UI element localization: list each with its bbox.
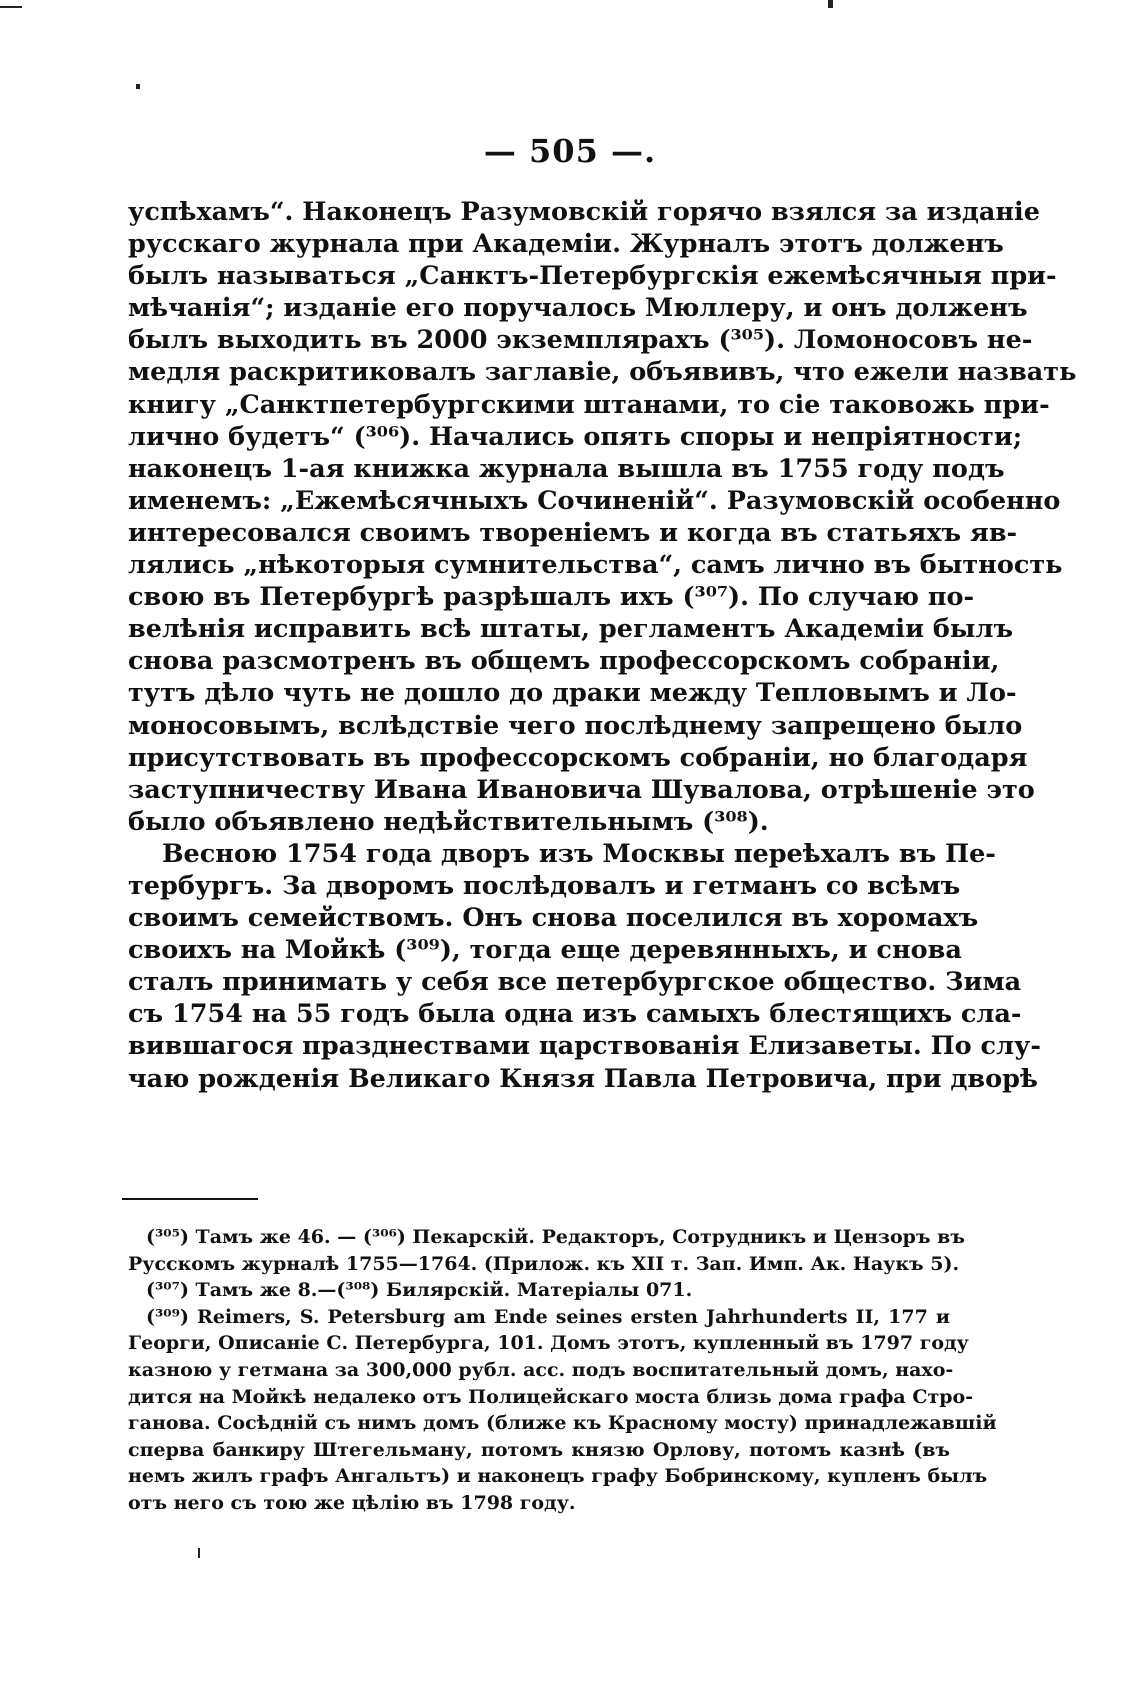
- footnotes: [128, 1224, 997, 1517]
- text-line: сталъ принимать у себя все петербургское общество. Зима: [128, 967, 1022, 998]
- text-line: своихъ на Мойкѣ (³⁰⁹), тогда еще деревянныхъ, и снова: [128, 935, 962, 966]
- footnote-line: Георги, Описаніе С. Петербурга, 101. Домъ этотъ, купленный въ 1797 году: [128, 1332, 969, 1355]
- text-line: свою въ Петербургѣ разрѣшалъ ихъ (³⁰⁷). По случаю по-: [128, 582, 975, 613]
- text-line: интересовался своимъ твореніемъ и когда въ статьяхъ яв-: [128, 517, 1018, 548]
- text-line: лично будетъ“ (³⁰⁶). Начались опять споры и непріятности;: [128, 421, 1023, 452]
- text-line: именемъ: „Ежемѣсячныхъ Сочиненій“. Разумовскій особенно: [128, 485, 1061, 516]
- text-line: книгу „Санктпетербургскими штанами, то сіе таковожь при-: [128, 389, 1050, 420]
- paragraph-end-line: было объявлено недѣйствительнымъ (³⁰⁸).: [128, 806, 769, 837]
- text-line: своимъ семействомъ. Онъ снова поселился въ хоромахъ: [128, 903, 979, 934]
- scan-mark: [198, 1548, 200, 1558]
- footnote-line: казною у гетмана за 300,000 рубл. асс. подъ воспитательный домъ, нахо-: [128, 1358, 954, 1381]
- text-line: медля раскритиковалъ заглавіе, объявивъ, что ежели назвать: [128, 357, 1077, 388]
- footnote-line: (³⁰⁹) Reimers, S. Petersburg am Ende seines ersten Jahrhunderts II, 177 и: [146, 1305, 950, 1328]
- main-text: [128, 196, 1077, 1095]
- text-line: наконецъ 1-ая книжка журнала вышла въ 1755 году подъ: [128, 453, 1005, 484]
- scan-mark: [136, 84, 140, 89]
- footnote-line: немъ жилъ графъ Ангальтъ) и наконецъ графу Бобринскому, купленъ былъ: [128, 1465, 988, 1488]
- text-line: съ 1754 на 55 годъ была одна изъ самыхъ блестящихъ сла-: [128, 999, 1022, 1030]
- text-line: мѣчанія“; изданіе его поручалось Мюллеру, и онъ долженъ: [128, 293, 1028, 324]
- footnote-line: отъ него съ тою же цѣлію въ 1798 году.: [128, 1491, 576, 1514]
- footnote-line: сперва банкиру Штегельману, потомъ князю Орлову, потомъ казнѣ (въ: [128, 1438, 950, 1461]
- text-line: успѣхамъ“. Наконецъ Разумовскій горячо взялся за изданіе: [128, 197, 1040, 227]
- text-line: чаю рожденія Великаго Князя Павла Петровича, при дворѣ: [128, 1063, 1038, 1094]
- text-line: снова разсмотренъ въ общемъ профессорскомъ собраніи,: [128, 646, 1000, 677]
- text-line: вившагося празднествами царствованія Елизаветы. По слу-: [128, 1031, 1041, 1062]
- footnote-separator: [122, 1198, 258, 1200]
- text-line: русскаго журнала при Академіи. Журналъ этотъ долженъ: [128, 229, 1004, 260]
- footnote-line: Русскомъ журналѣ 1755—1764. (Прилож. къ XII т. Зап. Имп. Ак. Наукъ 5).: [128, 1252, 960, 1275]
- footnote-line: ганова. Сосѣдній съ нимъ домъ (ближе къ Красному мосту) принадлежавшій: [128, 1412, 997, 1435]
- text-line: тутъ дѣло чуть не дошло до драки между Тепловымъ и Ло-: [128, 678, 1017, 709]
- footnote-line: дится на Мойкѣ недалеко отъ Полицейскаго моста близь дома графа Стро-: [128, 1385, 974, 1408]
- text-line: тербургъ. За дворомъ послѣдовалъ и гетманъ со всѣмъ: [128, 870, 961, 901]
- text-line: моносовымъ, вслѣдствіе чего послѣднему запрещено было: [128, 710, 1023, 741]
- text-line: велѣнія исправить всѣ штаты, регламентъ Академіи былъ: [128, 614, 1014, 645]
- text-line: заступничеству Ивана Ивановича Шувалова, отрѣшеніе это: [128, 774, 1035, 805]
- text-line: былъ называться „Санктъ-Петербургскія ежемѣсячныя при-: [128, 261, 1057, 292]
- footnote-line: (³⁰⁵) Тамъ же 46. — (³⁰⁶) Пекарскій. Редакторъ, Сотрудникъ и Цензоръ въ: [146, 1226, 965, 1248]
- text-line: лялись „нѣкоторыя сумнительства“, самъ лично въ бытность: [128, 550, 1063, 581]
- text-line: присутствовать въ профессорскомъ собраніи, но благодаря: [128, 742, 1028, 773]
- text-line: былъ выходить въ 2000 экземплярахъ (³⁰⁵). Ломоносовъ не-: [128, 325, 1033, 356]
- scan-mark: [0, 6, 22, 8]
- page-number: — 505 —.: [483, 132, 657, 170]
- scan-mark: [828, 0, 833, 8]
- footnote-line: (³⁰⁷) Тамъ же 8.—(³⁰⁸) Билярскій. Матеріалы 071.: [146, 1279, 693, 1302]
- paragraph-start-line: Весною 1754 года дворъ изъ Москвы переѣхалъ въ Пе-: [162, 838, 996, 869]
